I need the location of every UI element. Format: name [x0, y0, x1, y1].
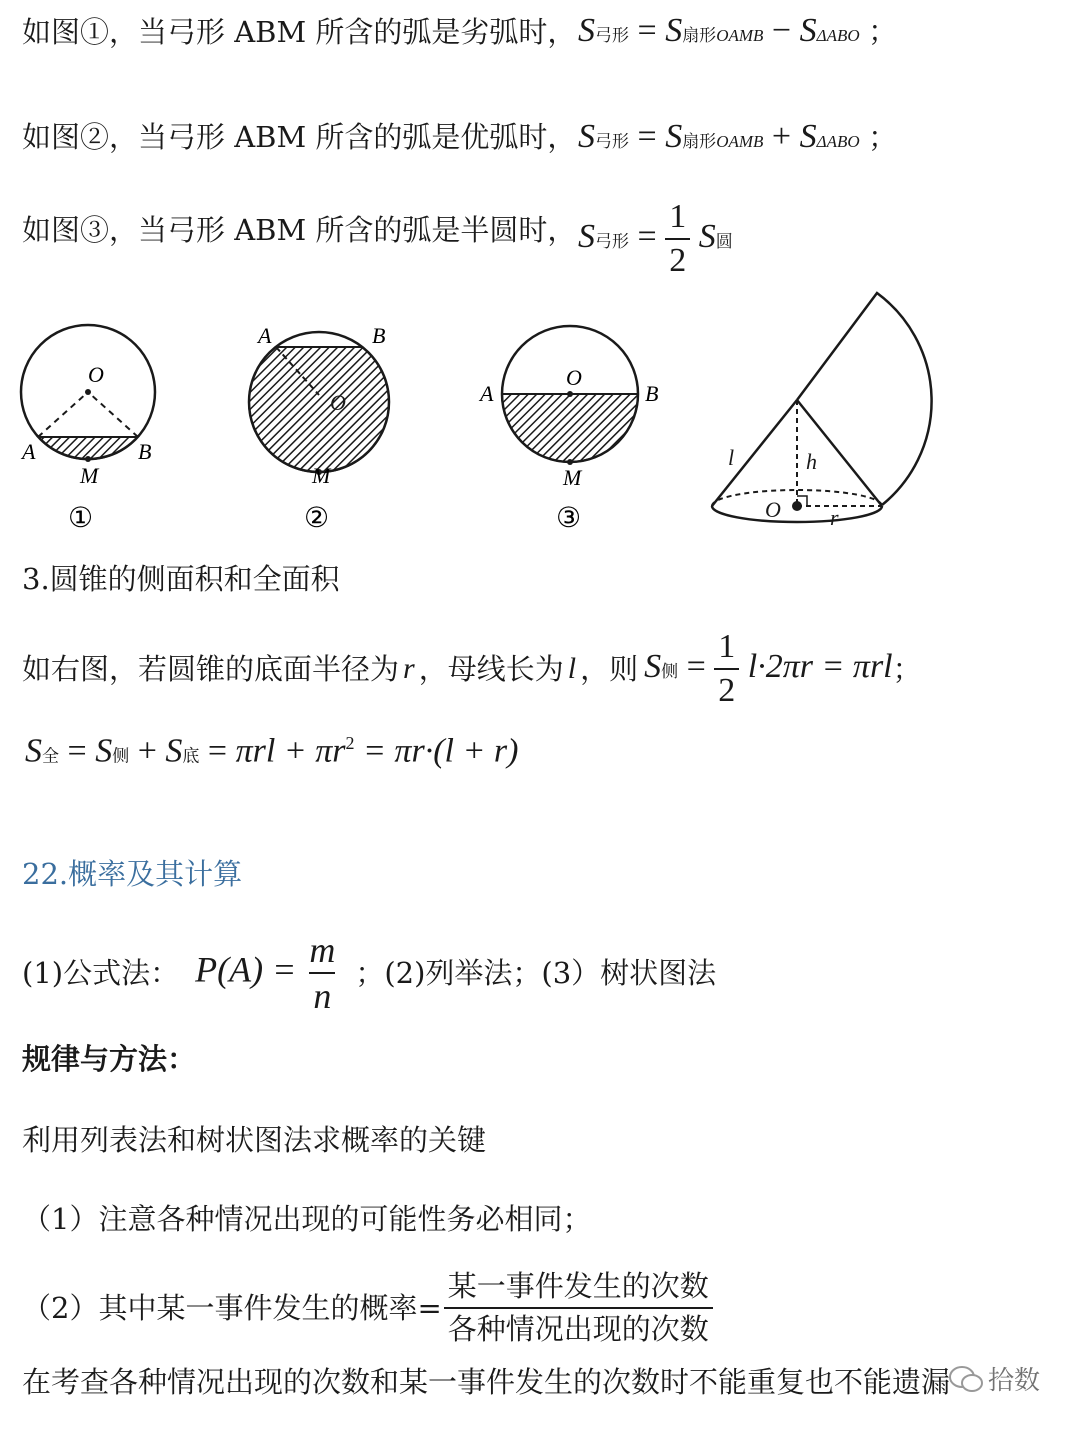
label-M: M [563, 465, 582, 490]
label-B: B [138, 439, 152, 464]
label-B: B [645, 381, 659, 406]
formula-major-arc: S弓形 = S扇形OAMB + SΔABO ； [578, 118, 898, 155]
label-A: A [22, 439, 36, 464]
text-line-2: 如图②，当弓形 ABM 所含的弧是优弧时， [22, 120, 577, 154]
label-A: A [258, 323, 272, 348]
text-line-1: 如图①，当弓形 ABM 所含的弧是劣弧时， [22, 15, 577, 49]
label-M: M [80, 463, 99, 488]
probability-methods-line: (1)公式法： P(A) = $\frac{m}{n}$ ；(2)列举法；(3）树状图法 [22, 930, 717, 1016]
cone-lateral-line: 如右图，若圆锥的底面半径为 r ，母线长为 l ，则 S侧 = $\frac{1}{2}$ l·2πr = πrl ； [22, 628, 922, 709]
formula-total-area: S全 = S侧 + S底 = $\pi rl + \pi r^2 = \pi r\cdot(l + r)$ [25, 732, 519, 770]
formula-semicircle: S弓形 = $\frac{1}{2}$ S圆 [578, 198, 733, 279]
label-B: B [372, 323, 386, 348]
figure-2-major-segment [249, 323, 389, 534]
label-h: h [806, 449, 817, 474]
rules-title: 规律与方法： [22, 1042, 197, 1076]
figure-3-semicircle-segment [478, 326, 658, 534]
figure-row [0, 285, 1000, 555]
figure-1-minor-segment [20, 325, 155, 534]
wechat-icon [948, 1364, 984, 1394]
label-O: O [765, 497, 781, 522]
caption-2: ② [304, 503, 330, 534]
formula-minor-arc: S弓形 = S扇形OAMB − SΔABO ； [578, 12, 898, 49]
last-line: 在考查各种情况出现的次数和某一事件发生的次数时不能重复也不能遗漏 [22, 1365, 951, 1399]
note-2: （2）其中某一事件发生的概率= $\frac{\text{某一事件发生的次数}}{\text{各种情况出现的次数}}$ [22, 1272, 713, 1344]
label-O: O [88, 362, 104, 387]
note-1: （1）注意各种情况出现的可能性务必相同； [22, 1202, 592, 1236]
label-A: A [480, 381, 494, 406]
label-l: l [728, 445, 735, 470]
label-M: M [312, 463, 331, 488]
section-22-heading: 22.概率及其计算 [22, 857, 243, 891]
figure-cone [712, 293, 932, 530]
label-O: O [330, 390, 346, 415]
watermark: 拾数 [948, 1360, 1040, 1397]
key-line: 利用列表法和树状图法求概率的关键 [22, 1123, 487, 1157]
text-line-3: 如图③，当弓形 ABM 所含的弧是半圆时， [22, 213, 577, 247]
label-O: O [566, 365, 582, 390]
section-3-title: 3.圆锥的侧面积和全面积 [22, 562, 340, 596]
caption-1: ① [68, 503, 94, 534]
label-r: r [830, 505, 839, 530]
caption-3: ③ [556, 503, 582, 534]
